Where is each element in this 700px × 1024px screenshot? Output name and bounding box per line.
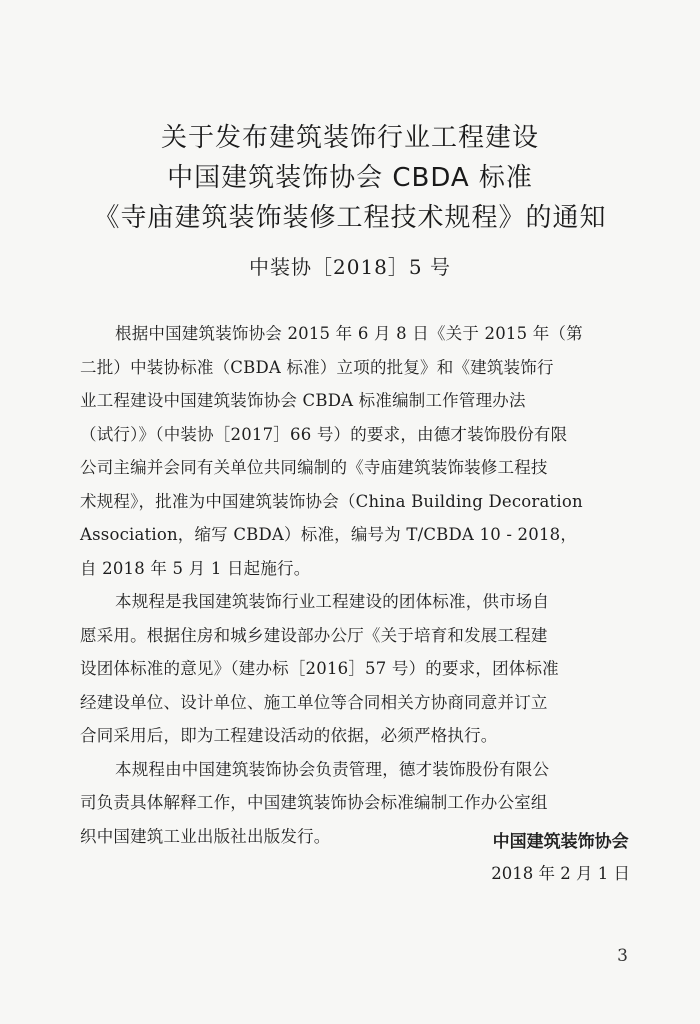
notice-title-line: 中国建筑装饰协会 CBDA 标准 [167, 163, 533, 193]
text-line: 本规程由中国建筑装饰协会负责管理，德才装饰股份有限公 [115, 759, 550, 779]
notice-title-line: 关于发布建筑装饰行业工程建设 [160, 123, 539, 153]
text-line: 根据中国建筑装饰协会 2015 年 6 月 8 日《关于 2015 年（第 [115, 324, 583, 343]
issuing-organization: 中国建筑装饰协会 [492, 832, 629, 852]
notice-title [0, 118, 700, 238]
text-line: （试行）》（中装协［2017］66 号）的要求，由德才装饰股份有限 [80, 424, 568, 444]
notice-body [80, 317, 642, 853]
text-line: 愿采用。根据住房和城乡建设部办公厅《关于培育和发展工程建 [80, 625, 548, 645]
paragraph-adoption [80, 585, 642, 753]
text-line: 设团体标准的意见》（建办标［2016］57 号）的要求，团体标准 [80, 659, 559, 678]
text-line: 合同采用后，即为工程建设活动的依据，必须严格执行。 [80, 726, 498, 745]
text-line: 二批）中装协标准（CBDA 标准）立项的批复》和《建筑装饰行 [80, 357, 554, 377]
paragraph-approval [80, 317, 642, 585]
text-line: 经建设单位、设计单位、施工单位等合同相关方协商同意并订立 [80, 692, 548, 712]
text-line: 本规程是我国建筑装饰行业工程建设的团体标准，供市场自 [115, 592, 550, 611]
document-number: 中装协［2018］5 号 [249, 255, 451, 279]
text-line: Association，缩写 CBDA）标准，编号为 T/CBDA 10 - 2018， [80, 525, 578, 544]
text-line: 公司主编并会同有关单位共同编制的《寺庙建筑装饰装修工程技 [80, 458, 548, 477]
text-line: 司负责具体解释工作，中国建筑装饰协会标准编制工作办公室组 [80, 793, 548, 812]
notice-title-line: 《寺庙建筑装饰装修工程技术规程》的通知 [93, 203, 607, 233]
text-line: 织中国建筑工业出版社出版发行。 [80, 826, 331, 846]
page-number: 3 [617, 946, 628, 966]
text-line: 术规程》，批准为中国建筑装饰协会（China Building Decoration [80, 491, 583, 511]
text-line: 自 2018 年 5 月 1 日起施行。 [80, 558, 311, 578]
issue-date: 2018 年 2 月 1 日 [491, 864, 630, 883]
signature-block [491, 826, 630, 890]
text-line: 业工程建设中国建筑装饰协会 CBDA 标准编制工作管理办法 [80, 391, 526, 410]
